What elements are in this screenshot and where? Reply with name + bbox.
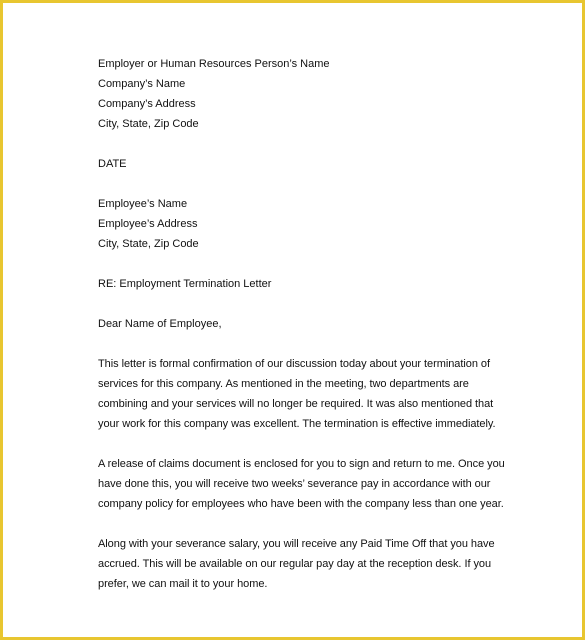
letter-date: DATE <box>98 158 127 170</box>
salutation: Dear Name of Employee, <box>98 318 222 330</box>
sender-block <box>98 54 518 134</box>
letter-body <box>98 54 518 594</box>
recipient-name: Employee’s Name <box>98 198 188 210</box>
sender-company: Company’s Name <box>98 78 186 90</box>
paragraph-line: your work for this company was excellent. The termination is effective immediately. <box>98 418 496 430</box>
paragraph-release <box>98 454 518 514</box>
paragraph-line: A release of claims document is enclosed for you to sign and return to me. Once you <box>98 458 505 470</box>
paragraph-line: company policy for employees who have been with the company less than one year. <box>98 498 504 510</box>
paragraph-line: This letter is formal confirmation of our discussion today about your termination of <box>98 358 490 370</box>
spacer <box>98 134 518 154</box>
paragraph-line: Along with your severance salary, you will receive any Paid Time Off that you have <box>98 538 495 550</box>
spacer <box>98 294 518 314</box>
subject-line: RE: Employment Termination Letter <box>98 278 272 290</box>
recipient-address: Employee’s Address <box>98 218 198 230</box>
recipient-city-state-zip: City, State, Zip Code <box>98 238 199 250</box>
paragraph-line: have done this, you will receive two weeks’ severance pay in accordance with our <box>98 478 491 490</box>
recipient-block <box>98 194 518 254</box>
sender-city-state-zip: City, State, Zip Code <box>98 118 199 130</box>
sender-address: Company’s Address <box>98 98 196 110</box>
spacer <box>98 514 518 534</box>
paragraph-line: accrued. This will be available on our regular pay day at the reception desk. If you <box>98 558 492 570</box>
spacer <box>98 254 518 274</box>
spacer <box>98 334 518 354</box>
paragraph-confirmation <box>98 354 518 434</box>
paragraph-line: combining and your services will no longer be required. It was also mentioned that <box>98 398 494 410</box>
sender-name: Employer or Human Resources Person’s Name <box>98 58 330 70</box>
paragraph-severance <box>98 534 518 594</box>
spacer <box>98 434 518 454</box>
paragraph-line: prefer, we can mail it to your home. <box>98 578 268 590</box>
paragraph-line: services for this company. As mentioned in the meeting, two departments are <box>98 378 469 390</box>
spacer <box>98 174 518 194</box>
